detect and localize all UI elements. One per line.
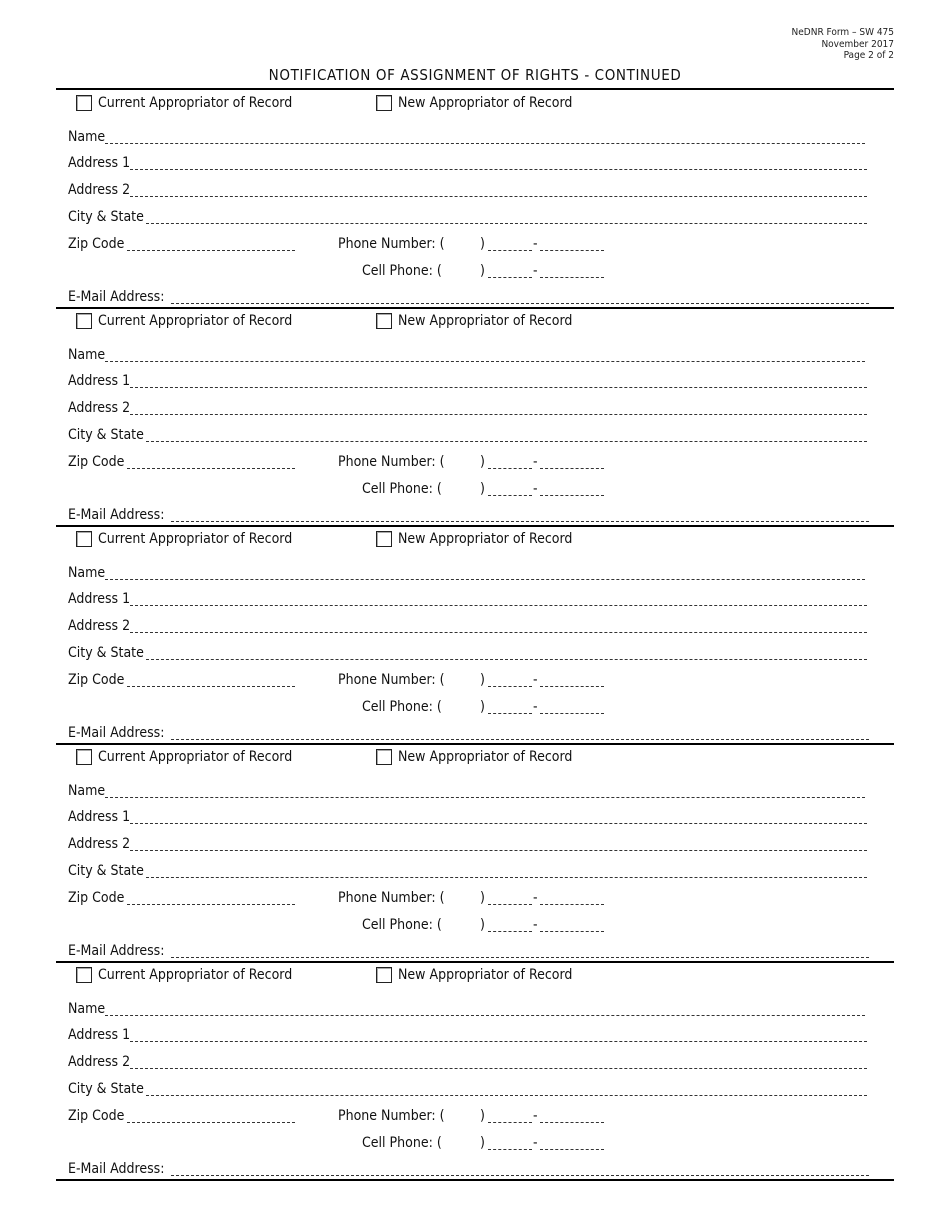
zip-phone-row — [68, 671, 868, 689]
city-state-input-line[interactable] — [146, 223, 867, 224]
phone-dash: - — [533, 454, 538, 470]
email-input-line[interactable] — [171, 1175, 869, 1176]
city-state-label: City & State — [68, 427, 144, 443]
appropriator-type-row — [56, 749, 894, 769]
zip-phone-row — [68, 1107, 868, 1125]
form-date: November 2017 — [821, 38, 894, 50]
phone-label: Phone Number: ( — [338, 236, 445, 252]
name-input-line[interactable] — [105, 1015, 865, 1016]
address1-input-line[interactable] — [130, 823, 867, 824]
zip-label: Zip Code — [68, 890, 125, 906]
current-appropriator-label: Current Appropriator of Record — [98, 95, 293, 111]
email-field-row[interactable] — [68, 724, 873, 742]
name-input-line[interactable] — [105, 361, 865, 362]
address1-label: Address 1 — [68, 591, 131, 607]
cell-paren-close: ) — [480, 1135, 485, 1151]
phone-paren-close: ) — [480, 890, 485, 906]
address2-field-row[interactable] — [68, 1053, 868, 1071]
current-appropriator-checkbox[interactable] — [76, 967, 92, 983]
phone-number-line[interactable] — [540, 468, 604, 469]
new-appropriator-option[interactable] — [376, 967, 572, 983]
name-field-row[interactable] — [68, 346, 868, 364]
email-field-row[interactable] — [68, 942, 873, 960]
cell-dash: - — [533, 699, 538, 715]
name-field-row[interactable] — [68, 1000, 868, 1018]
address2-label: Address 2 — [68, 400, 131, 416]
phone-prefix-line[interactable] — [488, 1122, 532, 1123]
phone-paren-close: ) — [480, 1108, 485, 1124]
current-appropriator-option[interactable] — [76, 967, 292, 983]
new-appropriator-option[interactable] — [376, 95, 572, 111]
cell-number-line[interactable] — [540, 495, 604, 496]
phone-number-line[interactable] — [540, 686, 604, 687]
cell-phone-label: Cell Phone: ( — [362, 481, 442, 497]
name-field-row[interactable] — [68, 128, 868, 146]
address1-field-row[interactable] — [68, 154, 868, 172]
form-title: NOTIFICATION OF ASSIGNMENT OF RIGHTS - CONTINUED — [268, 66, 682, 84]
address1-input-line[interactable] — [130, 1041, 867, 1042]
phone-prefix-line[interactable] — [488, 686, 532, 687]
phone-prefix-line[interactable] — [488, 468, 532, 469]
email-label: E-Mail Address: — [68, 507, 165, 523]
zip-label: Zip Code — [68, 1108, 125, 1124]
name-label: Name — [68, 783, 106, 799]
phone-dash: - — [533, 1108, 538, 1124]
email-field-row[interactable] — [68, 1160, 873, 1178]
zip-input-line[interactable] — [127, 904, 295, 905]
current-appropriator-label: Current Appropriator of Record — [98, 531, 293, 547]
current-appropriator-label: Current Appropriator of Record — [98, 967, 293, 983]
city-state-label: City & State — [68, 863, 144, 879]
cell-prefix-line[interactable] — [488, 713, 532, 714]
city-state-label: City & State — [68, 645, 144, 661]
cell-phone-label: Cell Phone: ( — [362, 699, 442, 715]
cell-paren-close: ) — [480, 263, 485, 279]
cell-prefix-line[interactable] — [488, 931, 532, 932]
appropriator-type-row — [56, 967, 894, 987]
address2-label: Address 2 — [68, 182, 131, 198]
appropriator-section — [56, 744, 894, 960]
new-appropriator-option[interactable] — [376, 749, 572, 765]
address1-field-row[interactable] — [68, 372, 868, 390]
zip-input-line[interactable] — [127, 250, 295, 251]
zip-label: Zip Code — [68, 672, 125, 688]
phone-prefix-line[interactable] — [488, 904, 532, 905]
form-header — [792, 27, 894, 62]
phone-paren-close: ) — [480, 236, 485, 252]
address2-label: Address 2 — [68, 1054, 131, 1070]
name-label: Name — [68, 129, 106, 145]
city-state-input-line[interactable] — [146, 1095, 867, 1096]
name-input-line[interactable] — [105, 143, 865, 144]
new-appropriator-checkbox[interactable] — [376, 531, 392, 547]
email-label: E-Mail Address: — [68, 289, 165, 305]
new-appropriator-label: New Appropriator of Record — [398, 749, 573, 765]
new-appropriator-label: New Appropriator of Record — [398, 95, 573, 111]
page-number: Page 2 of 2 — [843, 50, 894, 61]
current-appropriator-option[interactable] — [76, 531, 292, 547]
address2-field-row[interactable] — [68, 617, 868, 635]
zip-phone-row — [68, 889, 868, 907]
name-label: Name — [68, 565, 106, 581]
new-appropriator-checkbox[interactable] — [376, 967, 392, 983]
cell-phone-row — [68, 480, 868, 498]
appropriator-section — [56, 526, 894, 742]
phone-number-line[interactable] — [540, 904, 604, 905]
zip-input-line[interactable] — [127, 686, 295, 687]
city-state-field-row[interactable] — [68, 208, 868, 226]
email-label: E-Mail Address: — [68, 725, 165, 741]
name-label: Name — [68, 1001, 106, 1017]
email-input-line[interactable] — [171, 739, 869, 740]
phone-dash: - — [533, 672, 538, 688]
address2-input-line[interactable] — [130, 196, 867, 197]
phone-prefix-line[interactable] — [488, 250, 532, 251]
cell-phone-label: Cell Phone: ( — [362, 263, 442, 279]
address2-input-line[interactable] — [130, 1068, 867, 1069]
city-state-label: City & State — [68, 1081, 144, 1097]
current-appropriator-option[interactable] — [76, 95, 292, 111]
cell-prefix-line[interactable] — [488, 1149, 532, 1150]
zip-label: Zip Code — [68, 454, 125, 470]
new-appropriator-checkbox[interactable] — [376, 95, 392, 111]
address2-field-row[interactable] — [68, 835, 868, 853]
phone-dash: - — [533, 236, 538, 252]
cell-prefix-line[interactable] — [488, 277, 532, 278]
name-input-line[interactable] — [105, 579, 865, 580]
new-appropriator-label: New Appropriator of Record — [398, 313, 573, 329]
current-appropriator-option[interactable] — [76, 313, 292, 329]
city-state-label: City & State — [68, 209, 144, 225]
appropriator-type-row — [56, 313, 894, 333]
phone-dash: - — [533, 890, 538, 906]
form-id: NeDNR Form – SW 475 — [791, 27, 894, 38]
address2-label: Address 2 — [68, 618, 131, 634]
address2-input-line[interactable] — [130, 632, 867, 633]
phone-paren-close: ) — [480, 454, 485, 470]
cell-prefix-line[interactable] — [488, 495, 532, 496]
section-divider — [56, 1179, 894, 1181]
email-input-line[interactable] — [171, 303, 869, 304]
phone-number-line[interactable] — [540, 250, 604, 251]
appropriator-section — [56, 308, 894, 524]
cell-number-line[interactable] — [540, 1149, 604, 1150]
cell-phone-row — [68, 1134, 868, 1152]
appropriator-section — [56, 962, 894, 1178]
name-field-row[interactable] — [68, 564, 868, 582]
city-state-field-row[interactable] — [68, 644, 868, 662]
new-appropriator-option[interactable] — [376, 531, 572, 547]
phone-label: Phone Number: ( — [338, 1108, 445, 1124]
cell-phone-label: Cell Phone: ( — [362, 917, 442, 933]
zip-phone-row — [68, 235, 868, 253]
address2-field-row[interactable] — [68, 181, 868, 199]
zip-phone-row — [68, 453, 868, 471]
zip-label: Zip Code — [68, 236, 125, 252]
email-field-row[interactable] — [68, 506, 873, 524]
cell-dash: - — [533, 263, 538, 279]
cell-dash: - — [533, 481, 538, 497]
cell-dash: - — [533, 1135, 538, 1151]
address1-label: Address 1 — [68, 809, 131, 825]
current-appropriator-option[interactable] — [76, 749, 292, 765]
address2-input-line[interactable] — [130, 850, 867, 851]
email-input-line[interactable] — [171, 521, 869, 522]
cell-paren-close: ) — [480, 917, 485, 933]
cell-dash: - — [533, 917, 538, 933]
cell-paren-close: ) — [480, 699, 485, 715]
address2-label: Address 2 — [68, 836, 131, 852]
current-appropriator-checkbox[interactable] — [76, 95, 92, 111]
new-appropriator-label: New Appropriator of Record — [398, 531, 573, 547]
address1-field-row[interactable] — [68, 590, 868, 608]
cell-paren-close: ) — [480, 481, 485, 497]
cell-number-line[interactable] — [540, 931, 604, 932]
phone-number-line[interactable] — [540, 1122, 604, 1123]
cell-phone-row — [68, 916, 868, 934]
cell-phone-label: Cell Phone: ( — [362, 1135, 442, 1151]
cell-phone-row — [68, 698, 868, 716]
new-appropriator-label: New Appropriator of Record — [398, 967, 573, 983]
address1-label: Address 1 — [68, 155, 131, 171]
phone-paren-close: ) — [480, 672, 485, 688]
address2-field-row[interactable] — [68, 399, 868, 417]
address1-label: Address 1 — [68, 1027, 131, 1043]
phone-label: Phone Number: ( — [338, 672, 445, 688]
zip-input-line[interactable] — [127, 468, 295, 469]
address1-field-row[interactable] — [68, 808, 868, 826]
new-appropriator-option[interactable] — [376, 313, 572, 329]
city-state-input-line[interactable] — [146, 659, 867, 660]
cell-number-line[interactable] — [540, 277, 604, 278]
phone-label: Phone Number: ( — [338, 454, 445, 470]
address1-label: Address 1 — [68, 373, 131, 389]
current-appropriator-label: Current Appropriator of Record — [98, 749, 293, 765]
city-state-field-row[interactable] — [68, 426, 868, 444]
address1-input-line[interactable] — [130, 605, 867, 606]
appropriator-type-row — [56, 531, 894, 551]
appropriator-section — [56, 90, 894, 306]
email-label: E-Mail Address: — [68, 1161, 165, 1177]
name-input-line[interactable] — [105, 797, 865, 798]
name-field-row[interactable] — [68, 782, 868, 800]
city-state-input-line[interactable] — [146, 441, 867, 442]
city-state-field-row[interactable] — [68, 1080, 868, 1098]
address1-input-line[interactable] — [130, 169, 867, 170]
address1-input-line[interactable] — [130, 387, 867, 388]
phone-label: Phone Number: ( — [338, 890, 445, 906]
current-appropriator-checkbox[interactable] — [76, 531, 92, 547]
current-appropriator-checkbox[interactable] — [76, 313, 92, 329]
current-appropriator-label: Current Appropriator of Record — [98, 313, 293, 329]
address1-field-row[interactable] — [68, 1026, 868, 1044]
appropriator-type-row — [56, 95, 894, 115]
address2-input-line[interactable] — [130, 414, 867, 415]
email-label: E-Mail Address: — [68, 943, 165, 959]
new-appropriator-checkbox[interactable] — [376, 749, 392, 765]
zip-input-line[interactable] — [127, 1122, 295, 1123]
city-state-input-line[interactable] — [146, 877, 867, 878]
email-input-line[interactable] — [171, 957, 869, 958]
cell-number-line[interactable] — [540, 713, 604, 714]
city-state-field-row[interactable] — [68, 862, 868, 880]
new-appropriator-checkbox[interactable] — [376, 313, 392, 329]
current-appropriator-checkbox[interactable] — [76, 749, 92, 765]
email-field-row[interactable] — [68, 288, 873, 306]
cell-phone-row — [68, 262, 868, 280]
name-label: Name — [68, 347, 106, 363]
